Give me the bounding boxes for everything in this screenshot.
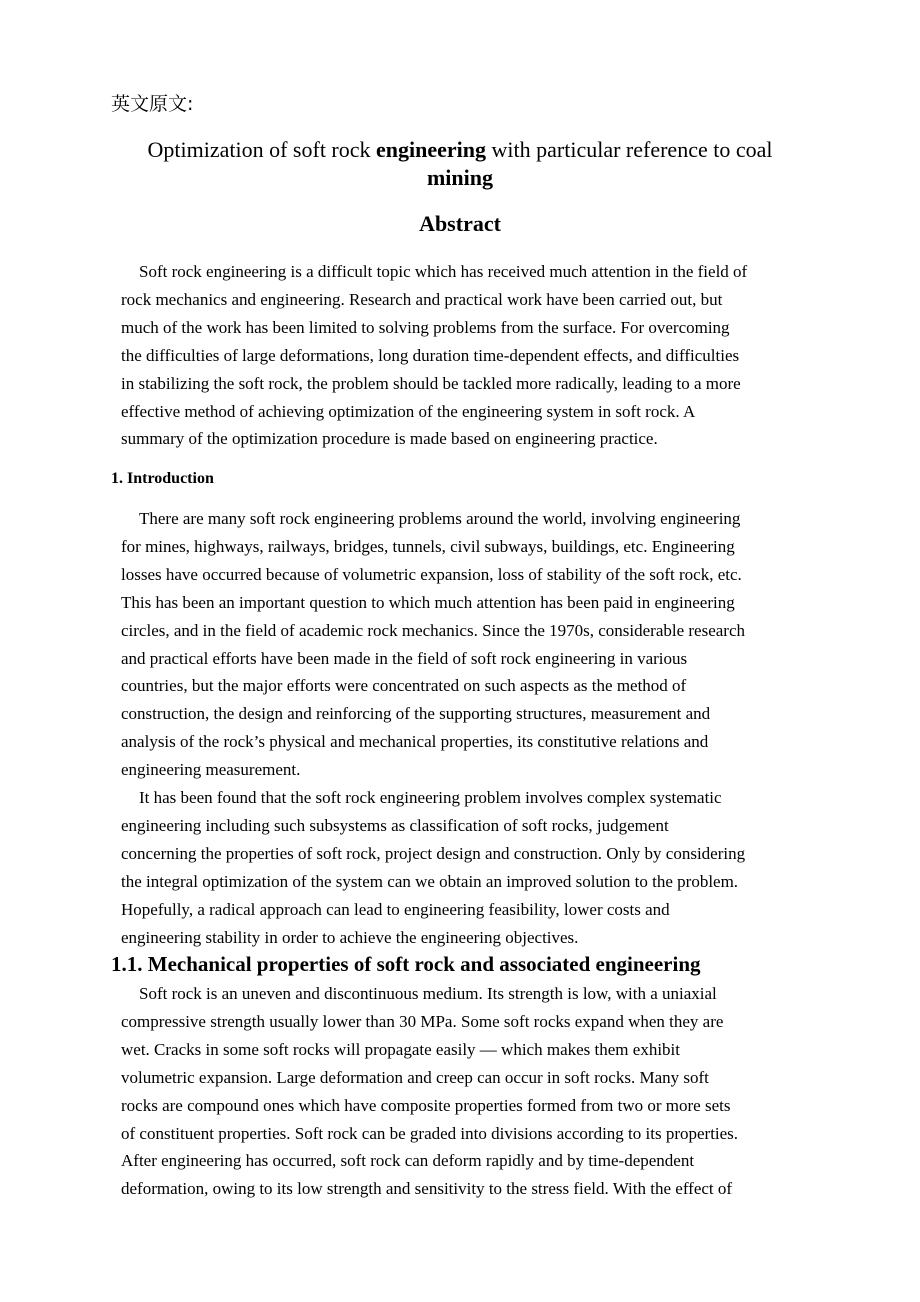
- paragraph-line: the integral optimization of the system can we obtain an improved solution to the problem.: [121, 871, 739, 891]
- paragraph-line: for mines, highways, railways, bridges, tunnels, civil subways, buildings, etc. Engineering: [121, 536, 735, 556]
- paragraph-line: engineering measurement.: [121, 760, 301, 780]
- paragraph-line: wet. Cracks in some soft rocks will propagate easily — which makes them exhibit: [121, 1039, 680, 1059]
- title-part-2: with particular reference to coal: [486, 137, 773, 162]
- abstract-line: rock mechanics and engineering. Research and practical work have been carried out, but: [121, 289, 723, 309]
- paragraph-line: and practical efforts have been made in the field of soft rock engineering in various: [121, 648, 688, 668]
- paragraph-line: This has been an important question to which much attention has been paid in engineering: [121, 592, 735, 612]
- paragraph-line: After engineering has occurred, soft rock can deform rapidly and by time-dependent: [121, 1151, 695, 1171]
- paragraph-line: compressive strength usually lower than 30 MPa. Some soft rocks expand when they are: [121, 1011, 724, 1031]
- abstract-line: much of the work has been limited to solving problems from the surface. For overcoming: [121, 317, 730, 337]
- abstract-line: summary of the optimization procedure is made based on engineering practice.: [121, 429, 658, 449]
- abstract-line: the difficulties of large deformations, long duration time-dependent effects, and difficulties: [121, 345, 740, 365]
- paragraph-line: rocks are compound ones which have composite properties formed from two or more sets: [121, 1095, 731, 1115]
- paper-title: [110, 136, 810, 192]
- paragraph-line: circles, and in the field of academic rock mechanics. Since the 1970s, considerable research: [121, 620, 746, 640]
- abstract-paragraph: [121, 258, 811, 453]
- paragraph-line: analysis of the rock’s physical and mechanical properties, its constitutive relations and: [121, 732, 709, 752]
- paragraph-line: deformation, owing to its low strength and sensitivity to the stress field. With the effect of: [121, 1179, 733, 1199]
- original-text-label: 英文原文:: [111, 93, 194, 115]
- paragraph-line: volumetric expansion. Large deformation and creep can occur in soft rocks. Many soft: [121, 1067, 709, 1087]
- paragraph-line: countries, but the major efforts were concentrated on such aspects as the method of: [121, 676, 687, 696]
- title-bold-2: mining: [426, 165, 494, 190]
- paragraph-line: It has been found that the soft rock engineering problem involves complex systematic: [139, 788, 722, 807]
- introduction-paragraph-1: [121, 505, 811, 784]
- title-bold-1: engineering: [376, 137, 487, 162]
- paragraph-line: losses have occurred because of volumetric expansion, loss of stability of the soft rock, etc.: [121, 564, 742, 584]
- abstract-line: in stabilizing the soft rock, the problem should be tackled more radically, leading to a more: [121, 373, 741, 393]
- section-heading-introduction: 1. Introduction: [111, 470, 214, 487]
- paragraph-line: engineering stability in order to achieve the engineering objectives.: [121, 927, 579, 947]
- abstract-line: effective method of achieving optimization of the engineering system in soft rock. A: [121, 401, 696, 421]
- paragraph-line: concerning the properties of soft rock, project design and construction. Only by considering: [121, 843, 746, 863]
- section-heading-mechanical-properties: 1.1. Mechanical properties of soft rock and associated engineering: [111, 952, 701, 976]
- abstract-line: Soft rock engineering is a difficult topic which has received much attention in the field of: [139, 262, 748, 281]
- paragraph-line: Hopefully, a radical approach can lead to engineering feasibility, lower costs and: [121, 899, 670, 919]
- paragraph-line: There are many soft rock engineering problems around the world, involving engineering: [139, 509, 741, 528]
- paragraph-line: engineering including such subsystems as classification of soft rocks, judgement: [121, 815, 669, 835]
- paragraph-line: Soft rock is an uneven and discontinuous medium. Its strength is low, with a uniaxial: [139, 984, 717, 1003]
- title-part-1: Optimization of soft rock: [147, 137, 377, 162]
- introduction-paragraph-2: [121, 784, 811, 951]
- mechanical-properties-paragraph: [121, 980, 811, 1203]
- abstract-heading: Abstract: [419, 211, 501, 236]
- paragraph-line: construction, the design and reinforcing of the supporting structures, measurement and: [121, 704, 711, 724]
- paragraph-line: of constituent properties. Soft rock can be graded into divisions according to its properties.: [121, 1123, 739, 1143]
